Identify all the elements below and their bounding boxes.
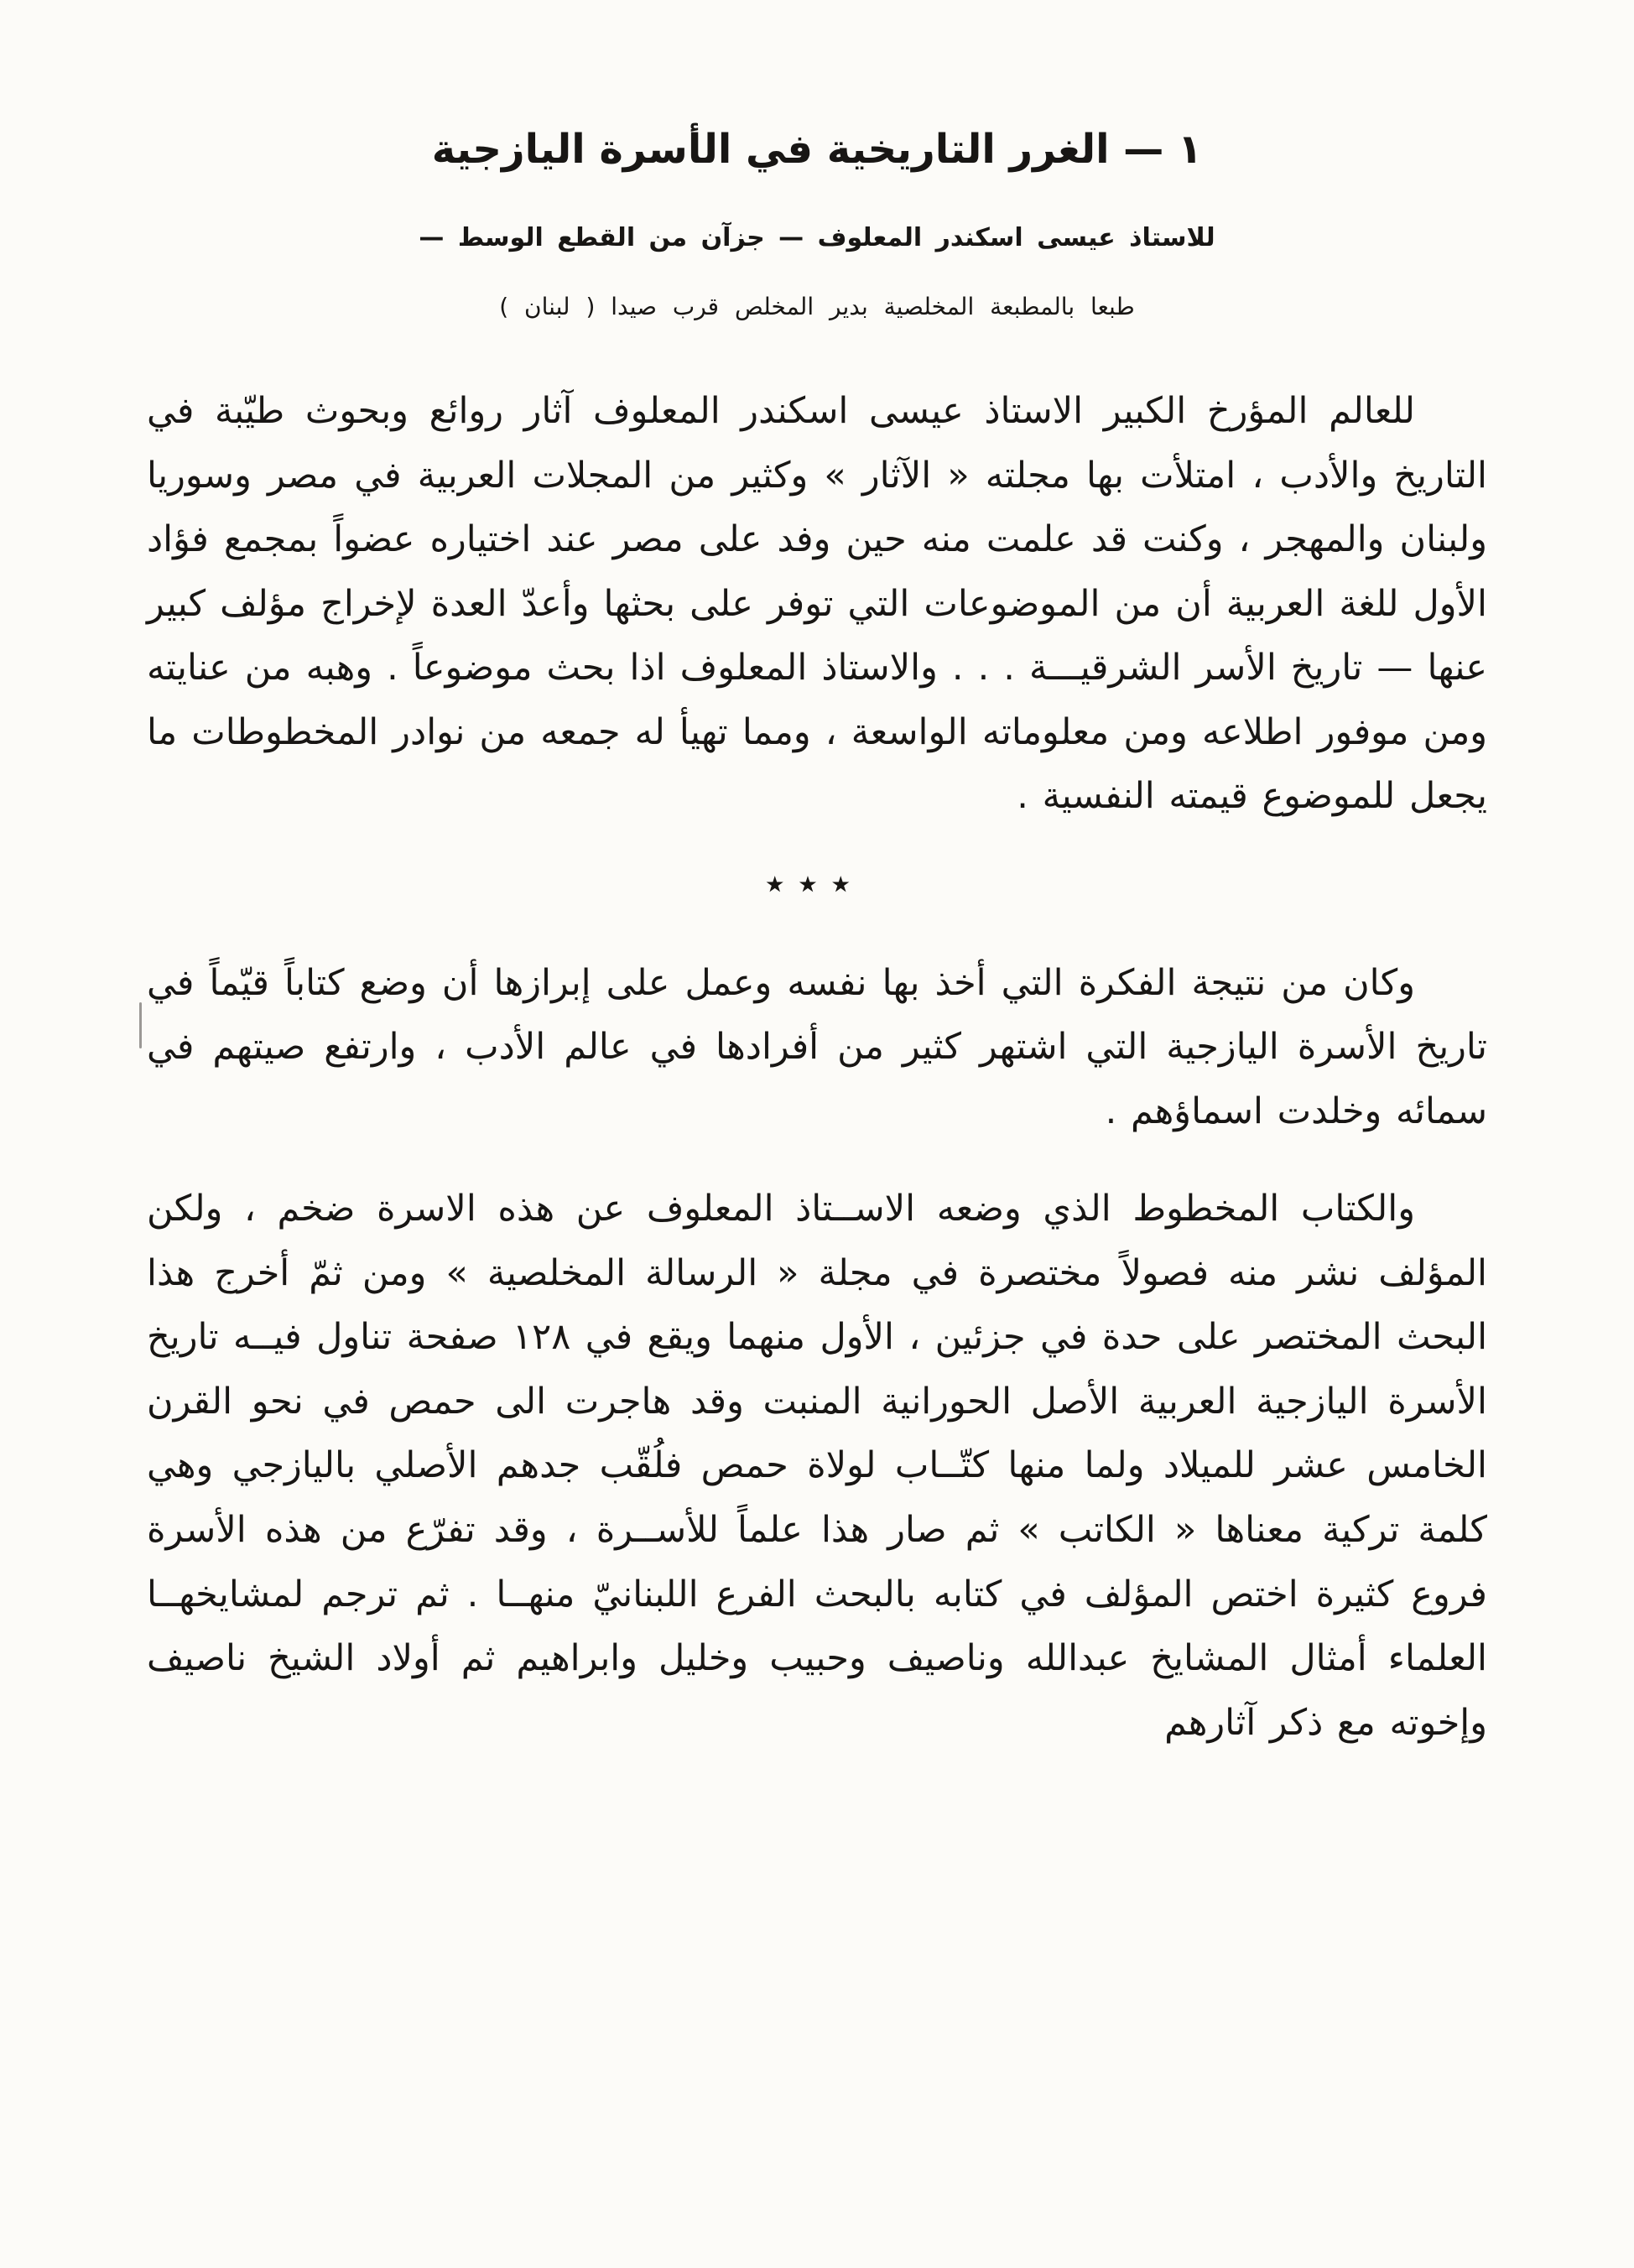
section-separator-ornament: ٭ ٭ ٭ — [764, 861, 851, 905]
imprint-line: طبعا بالمطبعة المخلصية بدير المخلص قرب صيدا ( لبنان ) — [499, 293, 1135, 320]
paragraph-intro: للعالم المؤرخ الكبير الاستاذ عيسى اسكندر المعلوف آثار روائع وبحوث طيّبة في التاريخ والأدب ، امتلأت بها مجلته « الآثار » وكثير من المجلات العربية في مصر وسوريا ولبنان والمهجر ، وكنت قد علمت منه حين وفد على مصر عند اختياره عضواً بمجمع فؤاد الأول للغة العربية أن من الموضوعات التي توفر على بحثها وأعدّ العدة لإخراج مؤلف كبير عنها — تاريخ الأسر الشرقيـــة . . . والاستاذ المعلوف اذا بحث موضوعاً . وهبه من عنايته ومن موفور اطلاعه ومن معلوماته الواسعة ، ومما تهيأ له جمعه من نوادر المخطوطات ما يجعل للموضوع قيمته النفسية . — [147, 390, 1487, 818]
scan-artifact-mark — [139, 1002, 142, 1048]
author-byline: للاستاذ عيسى اسكندر المعلوف — جزآن من القطع الوسط — — [419, 223, 1215, 252]
page-title: ١ — الغرر التاريخية في الأسرة اليازجية — [431, 126, 1203, 173]
paragraph-book-description: والكتاب المخطوط الذي وضعه الاســتاذ المعلوف عن هذه الاسرة ضخم ، ولكن المؤلف نشر منه فصولاً مختصرة في مجلة « الرسالة المخلصية » ومن ثمّ أخرج هذا البحث المختصر على حدة في جزئين ، الأول منهما ويقع في ١٢٨ صفحة تناول فيــه تاريخ الأسرة اليازجية العربية الأصل الحورانية المنبت وقد هاجرت الى حمص في نحو القرن الخامس عشر للميلاد ولما منها كتّــاب لولاة حمص فلُقّب جدهم الأصلي باليازجي وهي كلمة تركية معناها « الكاتب » ثم صار هذا علماً للأســرة ، وقد تفرّع من هذه الأسرة فروع كثيرة اختص المؤلف في كتابه بالبحث الفرع اللبنانيّ منهــا . ثم ترجم لمشايخهــا العلماء أمثال المشايخ عبدالله وناصيف وحبيب وخليل وابراهيم ثم أولاد الشيخ ناصيف وإخوته مع ذكر آثارهم — [147, 1188, 1488, 1744]
paragraph-book-idea: وكان من نتيجة الفكرة التي أخذ بها نفسه وعمل على إبرازها أن وضع كتاباً قيّماً في تاريخ الأسرة اليازجية التي اشتهر كثير من أفرادها في عالم الأدب ، وارتفع صيتهم في سمائه وخلدت اسماؤهم . — [147, 961, 1487, 1132]
